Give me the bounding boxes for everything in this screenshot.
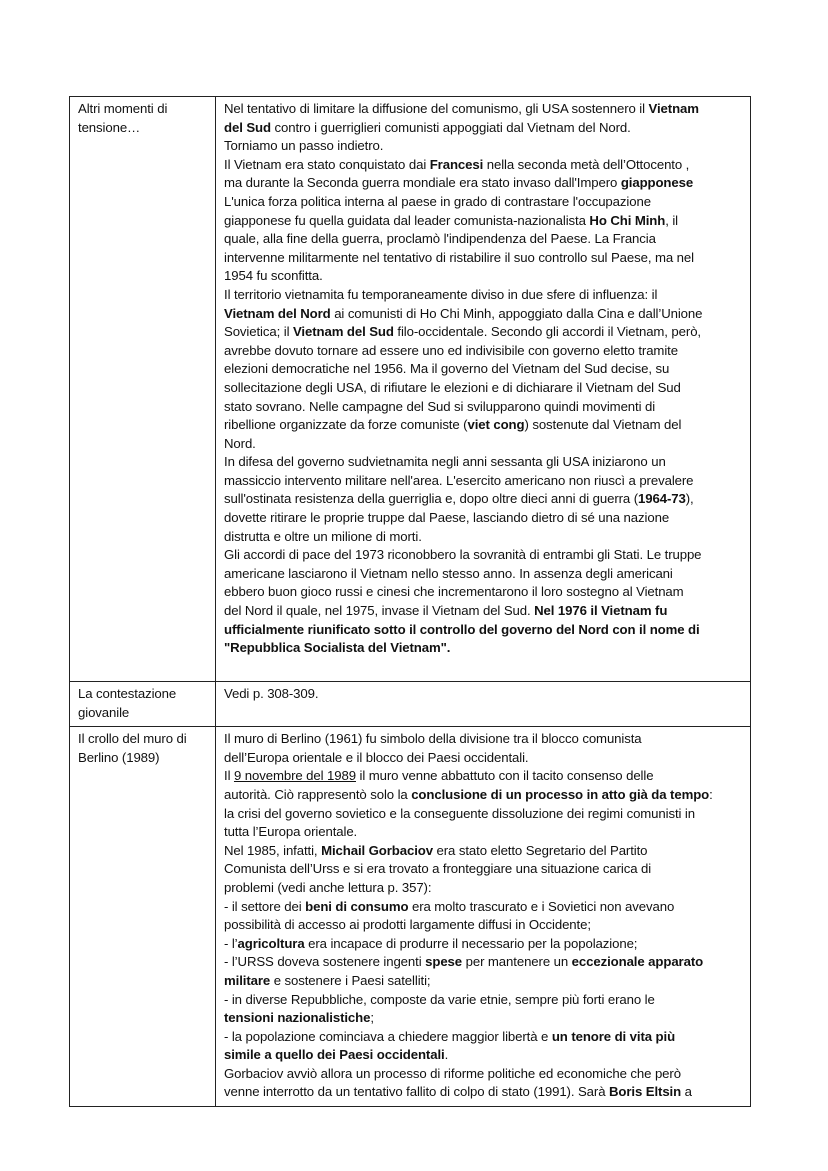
text-segment: Nel tentativo di limitare la diffusione del comunismo, gli USA sostennero il: [224, 101, 649, 116]
bold-text: "Repubblica Socialista del Vietnam".: [224, 640, 451, 656]
table-row: [70, 97, 751, 682]
text-segment: intervenne militarmente nel tentativo di ristabilire il suo controllo sul Paese, ma nel: [224, 249, 694, 265]
text-segment: il muro venne abbattuto con il tacito consenso delle: [355, 768, 654, 784]
text-line: [224, 174, 744, 193]
text-segment: contro i guerriglieri comunisti appoggiati dal Vietnam del Nord.: [270, 119, 631, 135]
text-line: [224, 490, 744, 509]
text-segment: , il: [665, 212, 679, 228]
text-segment: Il: [224, 768, 234, 784]
text-line: [224, 137, 744, 156]
text-line: [224, 360, 744, 379]
text-line: [224, 730, 744, 749]
text-line: [224, 230, 744, 249]
text-line: [224, 823, 744, 842]
text-line: [224, 546, 744, 565]
text-segment: ribellione organizzate da forze comuniste (: [224, 417, 468, 433]
text-segment: Il Vietnam era stato conquistato dai: [224, 156, 430, 172]
text-line: [224, 286, 744, 305]
text-line: [224, 267, 744, 286]
bold-text: Ho Chi Minh: [589, 212, 666, 228]
text-line: [224, 972, 744, 991]
text-segment: e sostenere i Paesi satelliti;: [270, 972, 431, 988]
text-line: [224, 786, 744, 805]
text-segment: filo-occidentale. Secondo gli accordi il Vietnam, però,: [393, 324, 701, 340]
text-line: [224, 860, 744, 879]
text-line: [224, 1028, 744, 1047]
text-line: [224, 528, 744, 547]
text-line: [224, 342, 744, 361]
text-segment: :: [709, 786, 713, 802]
text-segment: nella seconda metà dell’Ottocento ,: [483, 156, 690, 172]
row-content: [216, 682, 751, 727]
bold-text: eccezionale apparato: [571, 954, 704, 970]
bold-text: simile a quello dei Paesi occidentali: [224, 1047, 445, 1063]
text-segment: quale, alla fine della guerra, proclamò l'indipendenza del Paese. La Francia: [224, 231, 656, 247]
text-segment: .: [444, 1047, 449, 1063]
text-segment: sollecitazione degli USA, di rifiutare le elezioni e di dichiarare il Vietnam del Sud: [224, 379, 681, 395]
bold-text: ufficialmente riunificato sotto il controllo del governo del Nord con il nome di: [224, 621, 700, 637]
bold-text: tensioni nazionalistiche: [224, 1010, 371, 1026]
text-line: [224, 305, 744, 324]
bold-text: Boris Eltsin: [609, 1084, 682, 1100]
text-segment: ma durante la Seconda guerra mondiale era stato invaso dall'Impero: [224, 175, 621, 191]
text-segment: - l’URSS doveva sostenere ingenti: [224, 954, 426, 970]
text-segment: del Nord il quale, nel 1975, invase il Vietnam del Sud.: [224, 603, 535, 619]
bold-text: del Sud: [224, 119, 271, 135]
text-line: [224, 249, 744, 268]
text-segment: distrutta e oltre un milione di morti.: [224, 528, 422, 544]
text-segment: dell’Europa orientale e il blocco dei Paesi occidentali.: [224, 749, 529, 765]
text-line: [224, 156, 744, 175]
text-segment: Vedi p. 308-309.: [224, 686, 319, 701]
row-content: [216, 727, 751, 1107]
text-line: [224, 805, 744, 824]
text-line: [224, 565, 744, 584]
text-segment: elezioni democratiche nel 1956. Ma il governo del Vietnam del Sud decise, su: [224, 361, 670, 377]
text-segment: In difesa del governo sudvietnamita negli anni sessanta gli USA iniziarono un: [224, 454, 666, 470]
text-segment: Gli accordi di pace del 1973 riconobbero la sovranità di entrambi gli Stati. Le truppe: [224, 547, 702, 563]
text-line: [224, 879, 744, 898]
text-segment: Nel 1985, infatti,: [224, 842, 322, 858]
text-segment: Il muro di Berlino (1961) fu simbolo della divisione tra il blocco comunista: [224, 731, 642, 747]
bold-text: agricoltura: [237, 935, 305, 951]
text-line: [224, 100, 744, 119]
bold-text: Vietnam del Sud: [292, 324, 394, 340]
text-line: [224, 767, 744, 786]
bold-text: conclusione di un processo in atto già da tempo: [411, 786, 710, 802]
text-segment: Nord.: [224, 435, 256, 451]
text-segment: Il territorio vietnamita fu temporaneamente diviso in due sfere di influenza: il: [224, 286, 658, 302]
text-segment: Torniamo un passo indietro.: [224, 138, 384, 154]
text-segment: ai comunisti di Ho Chi Minh, appoggiato dalla Cina e dall’Unione: [330, 305, 703, 321]
text-line: [224, 453, 744, 472]
text-line: [224, 685, 744, 704]
text-line: [224, 749, 744, 768]
text-line: [224, 212, 744, 231]
text-segment: dovette ritirare le proprie truppe dal Paese, lasciando dietro di sé una nazione: [224, 510, 670, 526]
text-line: [224, 379, 744, 398]
text-line: [224, 842, 744, 861]
text-line: [224, 953, 744, 972]
text-line: [224, 119, 744, 138]
text-segment: ) sostenute dal Vietnam del: [524, 417, 682, 433]
text-segment: - l’: [224, 935, 238, 951]
bold-text: un tenore di vita più: [551, 1028, 676, 1044]
text-line: [224, 621, 744, 640]
text-line: [224, 416, 744, 435]
bold-text: viet cong: [467, 417, 525, 433]
text-segment: autorità. Ciò rappresentò solo la: [224, 786, 412, 802]
bold-text: 1964-73: [638, 491, 686, 507]
underlined-text: 9 novembre del 1989: [233, 768, 356, 784]
text-segment: sull'ostinata resistenza della guerriglia e, dopo oltre dieci anni di guerra (: [224, 491, 639, 507]
text-segment: possibilità di accesso ai prodotti largamente diffusi in Occidente;: [224, 917, 591, 933]
text-segment: tutta l’Europa orientale.: [224, 824, 358, 840]
text-line: [224, 1046, 744, 1065]
text-segment: avrebbe dovuto tornare ad essere uno ed indivisibile con governo eletto tramite: [224, 342, 678, 358]
text-line: [224, 193, 744, 212]
text-line: [224, 898, 744, 917]
bold-text: giapponese: [620, 175, 694, 191]
text-segment: - la popolazione cominciava a chiedere maggior libertà e: [224, 1028, 552, 1044]
text-segment: a: [681, 1084, 692, 1100]
text-segment: problemi (vedi anche lettura p. 357):: [224, 879, 432, 895]
text-segment: ;: [370, 1010, 374, 1026]
text-line: [224, 1083, 744, 1102]
text-line: [224, 435, 744, 454]
notes-table: [69, 96, 751, 1107]
text-line: [224, 602, 744, 621]
text-segment: - il settore dei: [224, 898, 306, 914]
text-segment: per mantenere un: [462, 954, 572, 970]
text-segment: - in diverse Repubbliche, composte da varie etnie, sempre più forti erano le: [224, 991, 655, 1007]
text-segment: giapponese fu quella guidata dal leader comunista-nazionalista: [224, 212, 590, 228]
text-segment: era stato eletto Segretario del Partito: [432, 842, 648, 858]
text-line: [224, 472, 744, 491]
bold-text: beni di consumo: [305, 898, 409, 914]
text-line: [224, 323, 744, 342]
text-segment: stato sovrano. Nelle campagne del Sud si svilupparono quindi movimenti di: [224, 398, 656, 414]
text-segment: ),: [685, 491, 694, 507]
bold-text: Vietnam del Nord: [224, 305, 331, 321]
text-segment: la crisi del governo sovietico e la conseguente dissoluzione dei regimi comunisti in: [224, 805, 695, 821]
bold-text: Vietnam: [648, 101, 699, 116]
text-line: [224, 1009, 744, 1028]
text-line: [224, 583, 744, 602]
table-row: [70, 727, 751, 1107]
text-line: [224, 509, 744, 528]
text-segment: era incapace di produrre il necessario per la popolazione;: [304, 935, 638, 951]
text-segment: ebbero buon gioco russi e cinesi che incrementarono il loro sostegno al Vietnam: [224, 584, 684, 600]
text-segment: venne interrotto da un tentativo fallito di colpo di stato (1991). Sarà: [224, 1084, 609, 1100]
table-row: [70, 682, 751, 727]
bold-text: Francesi: [429, 156, 484, 172]
text-line: [224, 916, 744, 935]
text-line: [224, 398, 744, 417]
text-segment: Gorbaciov avviò allora un processo di riforme politiche ed economiche che però: [224, 1065, 681, 1081]
text-segment: Sovietica; il: [224, 324, 293, 340]
row-label: La contestazione giovanile: [70, 682, 216, 727]
text-line: [224, 935, 744, 954]
bold-text: Nel 1976 il Vietnam fu: [534, 603, 668, 619]
text-segment: massiccio intervento militare nell'area. L'esercito americano non riuscì a prevalere: [224, 472, 694, 488]
row-content: [216, 97, 751, 682]
bold-text: Michail Gorbaciov: [321, 842, 433, 858]
text-segment: L'unica forza politica interna al paese in grado di contrastare l'occupazione: [224, 193, 651, 209]
text-line: [224, 991, 744, 1010]
row-label: Altri momenti di tensione…: [70, 97, 216, 682]
bold-text: militare: [224, 972, 271, 988]
text-segment: era molto trascurato e i Sovietici non avevano: [408, 898, 675, 914]
text-segment: americane lasciarono il Vietnam nello stesso anno. In assenza degli americani: [224, 565, 673, 581]
text-segment: 1954 fu sconfitta.: [224, 268, 323, 284]
bold-text: spese: [425, 954, 463, 970]
row-label: Il crollo del muro di Berlino (1989): [70, 727, 216, 1107]
text-line: [224, 639, 744, 658]
text-segment: Comunista dell’Urss e si era trovato a fronteggiare una situazione carica di: [224, 861, 652, 877]
text-line: [224, 1065, 744, 1084]
